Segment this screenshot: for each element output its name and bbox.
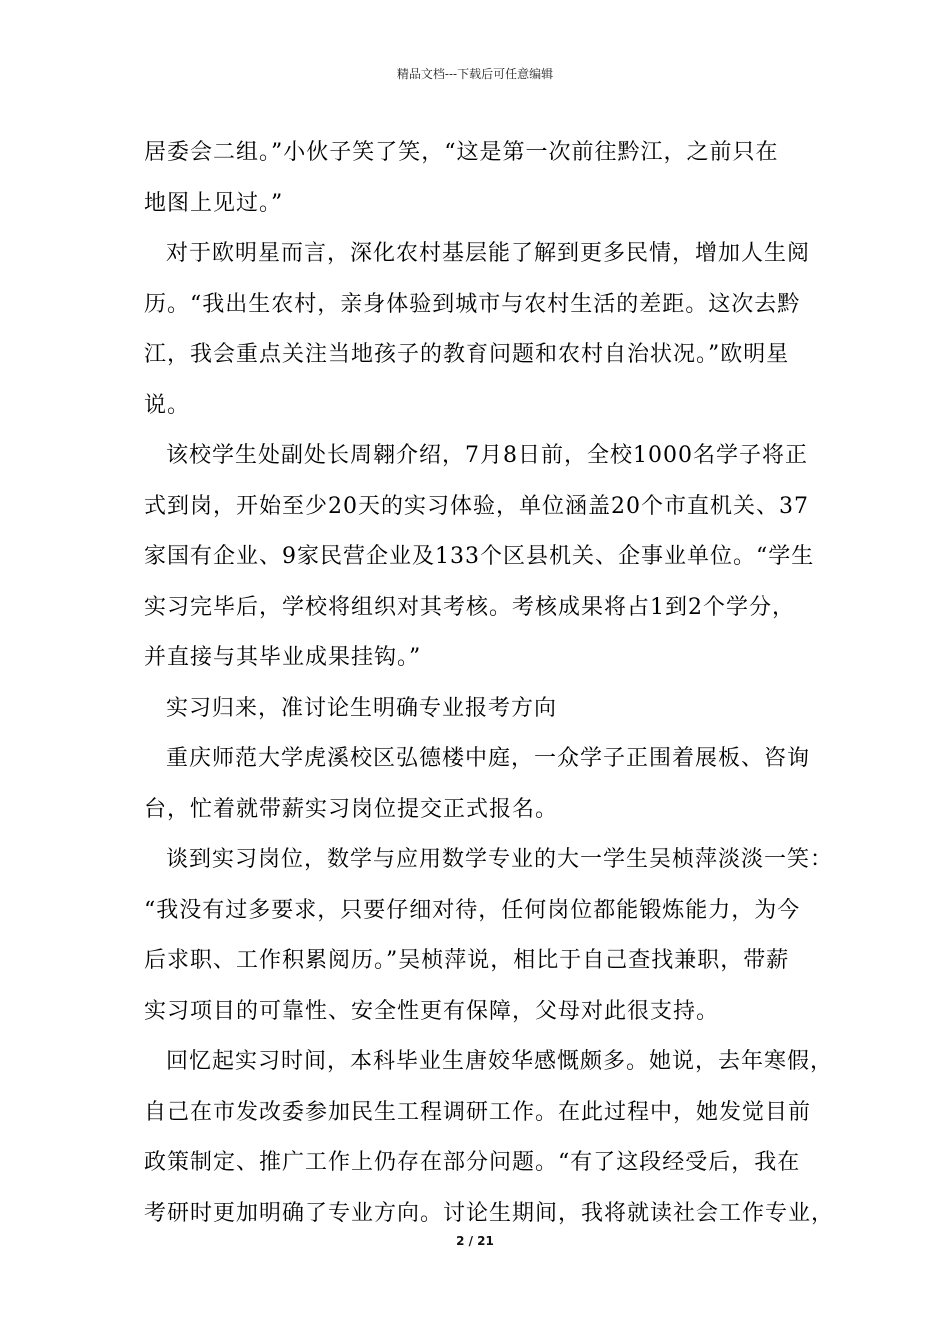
text-line: 台，忙着就带薪实习岗位提交正式报名。 xyxy=(144,796,559,822)
text-line: 实习项目的可靠性、安全性更有保障，父母对此很支持。 xyxy=(144,998,720,1024)
text-line: 家国有企业、9家民营企业及133个区县机关、企事业单位。“学生 xyxy=(144,544,815,569)
text-line: 政策制定、推广工作上仍存在部分问题。“有了这段经受后，我在 xyxy=(144,1150,801,1175)
text-line: 并直接与其毕业成果挂钩。” xyxy=(144,645,422,670)
text-line: 式到岗，开始至少20天的实习体验，单位涵盖20个市直机关、37 xyxy=(144,493,809,519)
page-number: 2 / 21 xyxy=(456,1234,494,1248)
text-line: 历。“我出生农村，亲身体验到城市与农村生活的差距。这次去黔 xyxy=(144,291,801,317)
paragraph-first-line: 谈到实习岗位，数学与应用数学专业的大一学生吴桢萍淡淡一笑： xyxy=(166,847,834,872)
text-line: 地图上见过。” xyxy=(144,190,284,216)
paragraph-first-line: 回忆起实习时间，本科毕业生唐姣华感慨颇多。她说，去年寒假， xyxy=(166,1049,834,1074)
text-line: 居委会二组。”小伙子笑了笑，“这是第一次前往黔江，之前只在 xyxy=(144,140,779,165)
document-body xyxy=(144,128,835,1239)
text-line: 说。 xyxy=(144,392,191,418)
text-line: 自己在市发改委参加民生工程调研工作。在此过程中，她发觉目前 xyxy=(144,1099,812,1125)
text-line: 后求职、工作积累阅历。”吴桢萍说，相比于自己查找兼职，带薪 xyxy=(144,948,790,973)
text-line: 江，我会重点关注当地孩子的教育问题和农村自治状况。”欧明星 xyxy=(144,342,790,367)
page-header: 精品文档---下载后可任意编辑 xyxy=(396,67,554,81)
text-line: 实习完毕后，学校将组织对其考核。考核成果将占1到2个学分， xyxy=(144,594,795,620)
paragraph-first-line: 对于欧明星而言，深化农村基层能了解到更多民情，增加人生阅 xyxy=(166,241,811,266)
paragraph-first-line: 该校学生处副处长周翱介绍，7月8日前，全校1000名学子将正 xyxy=(166,443,808,468)
text-line: 考研时更加明确了专业方向。讨论生期间，我将就读社会工作专业， xyxy=(144,1200,835,1226)
text-line: “我没有过多要求，只要仔细对待，任何岗位都能锻炼能力，为今 xyxy=(144,897,801,923)
paragraph-first-line: 重庆师范大学虎溪校区弘德楼中庭，一众学子正围着展板、咨询 xyxy=(166,746,811,771)
section-heading: 实习归来，准讨论生明确专业报考方向 xyxy=(166,695,558,721)
